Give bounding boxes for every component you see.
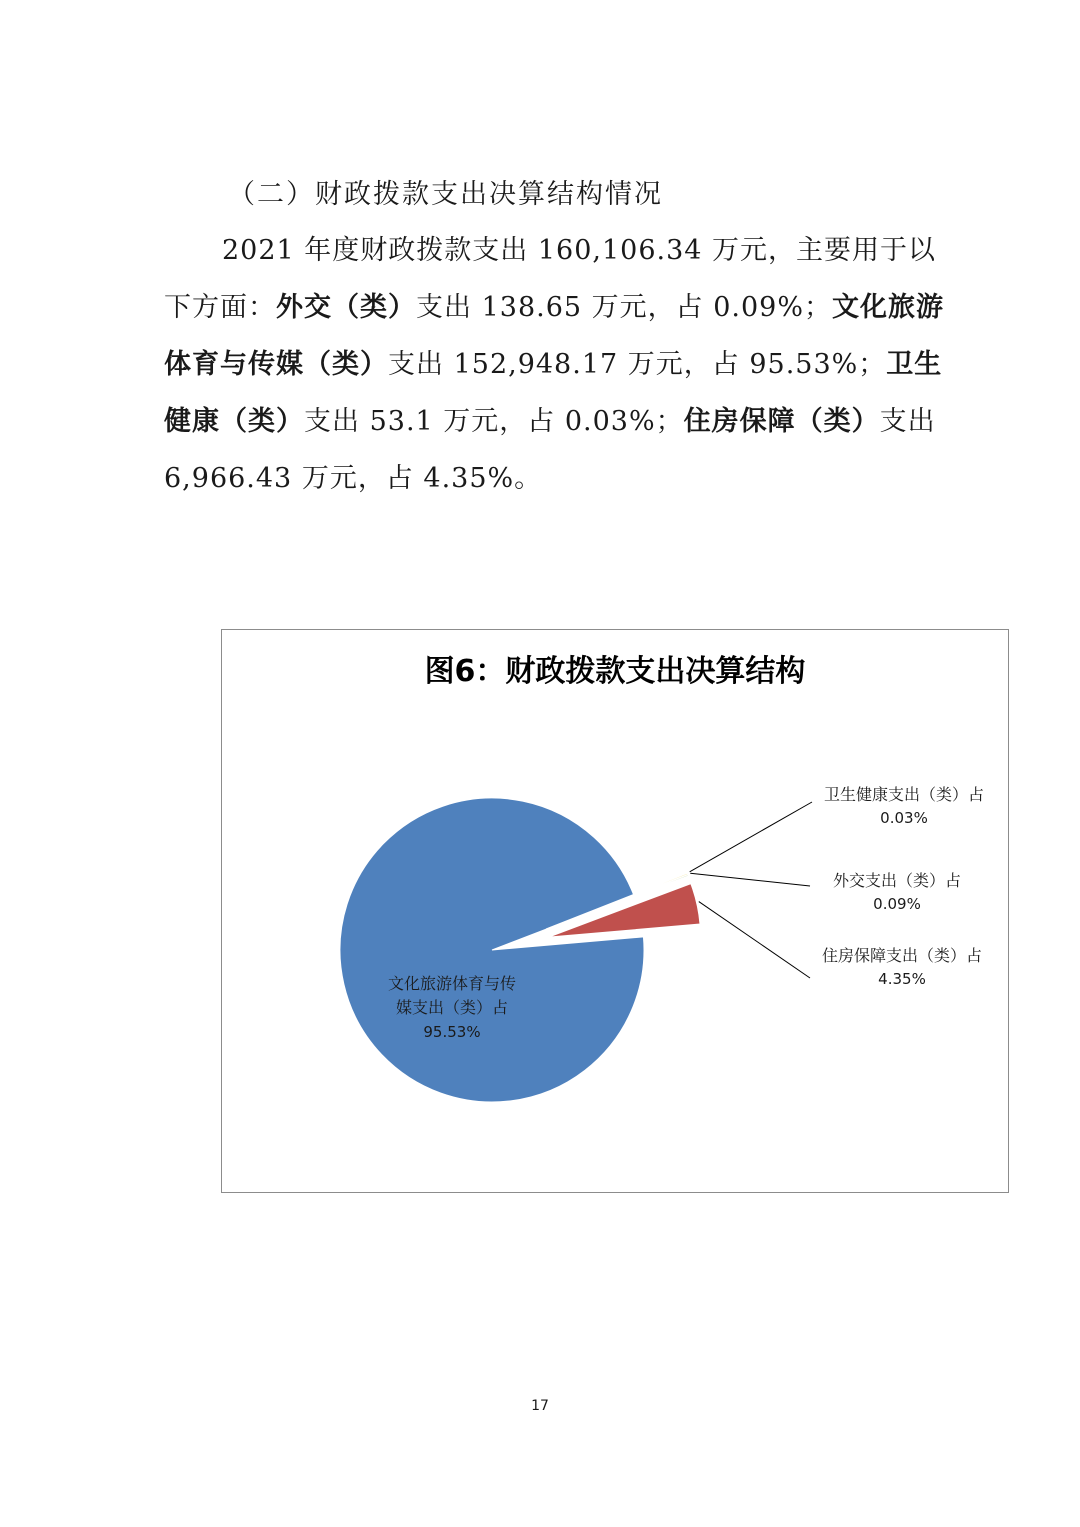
text-run: 2021 年度财政拨款支出 160,106.34 万元，主要用于以 xyxy=(222,235,937,266)
text-run: 6,966.43 万元，占 4.35%。 xyxy=(164,463,543,494)
slice-percent-label: 0.03% xyxy=(880,809,928,827)
chart-title: 图6：财政拨款支出决算结构 xyxy=(424,654,806,689)
section-heading: （二）财政拨款支出决算结构情况 xyxy=(228,179,663,210)
slice-label: 文化旅游体育与传 xyxy=(387,974,517,993)
paragraph-line xyxy=(164,336,943,393)
paragraph-line xyxy=(164,279,944,336)
text-run: 支出 138.65 万元，占 0.09%； xyxy=(416,292,832,323)
slice-label: 外交支出（类）占 xyxy=(832,871,962,890)
text-run: 支出 53.1 万元，占 0.03%； xyxy=(304,406,684,437)
bold-text: 文化旅游 xyxy=(832,292,944,323)
text-run: 支出 xyxy=(879,406,936,437)
pie-chart xyxy=(221,629,1009,1193)
body-paragraph xyxy=(164,222,944,507)
bold-text: 卫生 xyxy=(886,349,943,380)
paragraph-line xyxy=(164,450,924,507)
text-run: 支出 152,948.17 万元，占 95.53%； xyxy=(388,349,887,380)
slice-label: 媒支出（类）占 xyxy=(395,998,509,1017)
slice-percent-label: 0.09% xyxy=(873,895,921,913)
slice-label: 卫生健康支出（类）占 xyxy=(823,785,985,804)
leader-line xyxy=(699,902,810,978)
bold-text: 住房保障（类） xyxy=(683,406,880,437)
text-run: 下方面： xyxy=(164,292,276,323)
slice-percent-label: 4.35% xyxy=(878,970,926,988)
bold-text: 健康（类） xyxy=(164,406,304,437)
slice-label: 住房保障支出（类）占 xyxy=(821,946,983,965)
bold-text: 体育与传媒（类） xyxy=(164,349,388,380)
leader-line xyxy=(690,873,810,886)
bold-text: 外交（类） xyxy=(276,292,416,323)
pie-slice xyxy=(340,798,644,1102)
paragraph-line xyxy=(164,393,936,450)
paragraph-line xyxy=(164,222,937,279)
pie-chart-svg xyxy=(222,630,1010,1194)
slice-label: 95.53% xyxy=(423,1023,481,1041)
leader-line xyxy=(690,802,812,872)
page-number: 17 xyxy=(531,1398,549,1414)
